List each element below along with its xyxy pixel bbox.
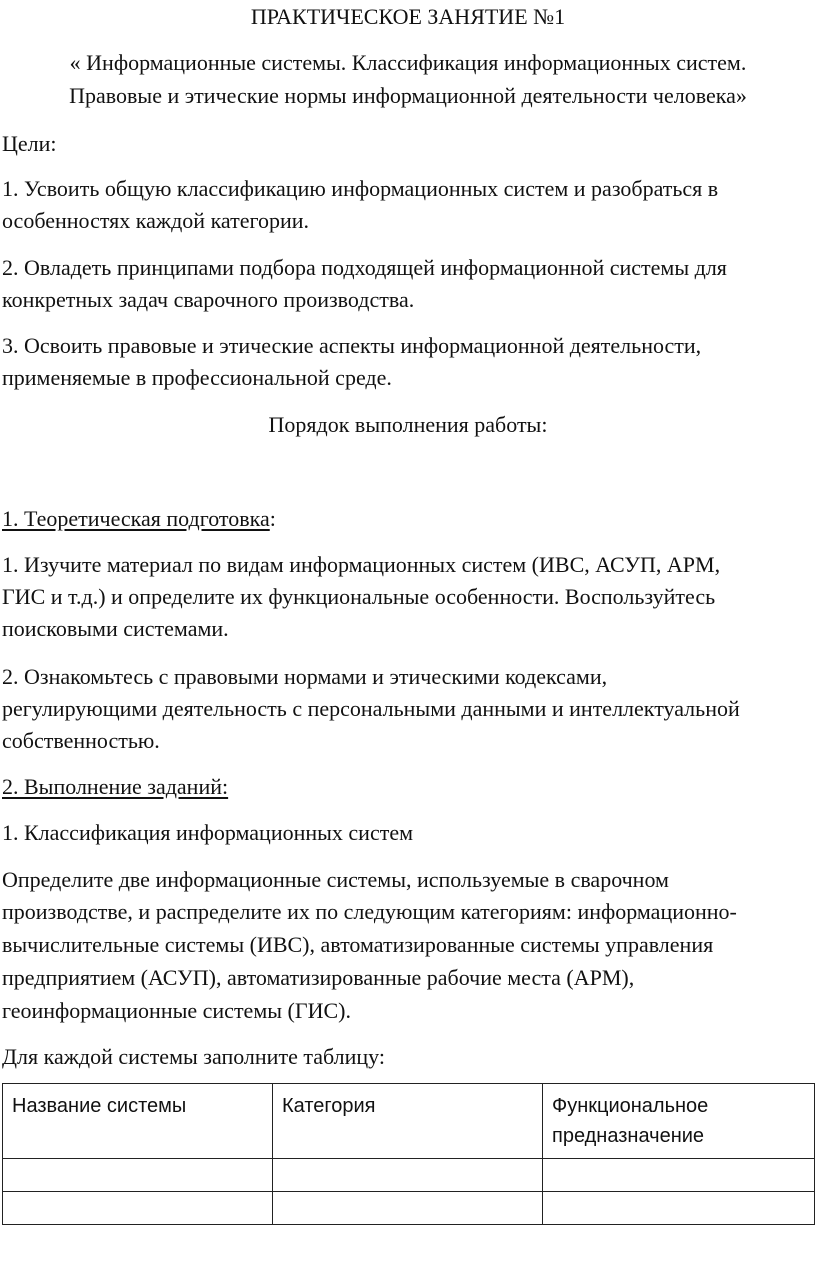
goals-heading: Цели: — [2, 131, 57, 156]
table-intro: Для каждой системы заполните таблицу: — [2, 1044, 385, 1069]
header-system-name: Название системы — [3, 1084, 273, 1159]
header-function-line-1: Функциональное — [552, 1095, 709, 1117]
task-1-line-5: геоинформационные системы (ГИС). — [2, 998, 351, 1023]
theory-2-line-1: 2. Ознакомьтесь с правовыми нормами и этическими кодексами, — [2, 664, 608, 689]
table-header-row — [3, 1084, 815, 1159]
table-cell-function[interactable] — [543, 1159, 815, 1192]
goal-2-line-2: конкретных задач сварочного производства. — [2, 287, 415, 312]
subtitle-line-1: « Информационные системы. Классификация информационных систем. — [69, 50, 747, 75]
header-function-line-2: предназначение — [552, 1125, 705, 1147]
section-2-heading: 2. Выполнение заданий: — [2, 774, 229, 799]
task-1-line-2: производстве, и распределите их по следующим категориям: информационно- — [2, 899, 737, 924]
task-1-line-1: Определите две информационные системы, используемые в сварочном — [2, 867, 669, 892]
theory-1-line-3: поисковыми системами. — [2, 616, 229, 641]
section-1-colon: : — [269, 506, 276, 531]
theory-2-line-3: собственностью. — [2, 728, 160, 753]
goal-3-line-1: 3. Освоить правовые и этические аспекты информационной деятельности, — [2, 333, 702, 358]
task-1-heading: 1. Классификация информационных систем — [2, 820, 414, 845]
section-2-heading-line — [2, 771, 228, 802]
header-function — [543, 1084, 815, 1159]
goal-1-line-1: 1. Усвоить общую классификацию информационных систем и разобраться в — [2, 176, 719, 201]
table-row — [3, 1192, 815, 1225]
theory-2-line-2: регулирующими деятельность с персональными данными и интеллектуальной — [2, 696, 740, 721]
section-1-heading-line — [2, 503, 276, 534]
table-cell-function[interactable] — [543, 1192, 815, 1225]
procedure-heading: Порядок выполнения работы: — [268, 412, 548, 437]
table-cell-system-name[interactable] — [3, 1192, 273, 1225]
subtitle-line-2: Правовые и этические нормы информационной деятельности человека» — [69, 83, 747, 108]
table-cell-category[interactable] — [273, 1192, 543, 1225]
goal-3-line-2: применяемые в профессиональной среде. — [2, 365, 392, 390]
table-row — [3, 1159, 815, 1192]
task-1-line-3: вычислительные системы (ИВС), автоматизированные системы управления — [2, 932, 714, 957]
theory-1-line-2: ГИС и т.д.) и определите их функциональные особенности. Воспользуйтесь — [2, 584, 716, 609]
section-1-heading: 1. Теоретическая подготовка — [2, 506, 270, 531]
task-1-line-4: предприятием (АСУП), автоматизированные рабочие места (АРМ), — [2, 965, 635, 990]
header-category: Категория — [273, 1084, 543, 1159]
goal-2-line-1: 2. Овладеть принципами подбора подходящей информационной системы для — [2, 255, 727, 280]
goal-1-line-2: особенностях каждой категории. — [2, 208, 310, 233]
systems-table — [2, 1083, 815, 1225]
table-cell-category[interactable] — [273, 1159, 543, 1192]
theory-1-line-1: 1. Изучите материал по видам информационных систем (ИВС, АСУП, АРМ, — [2, 552, 721, 577]
page-title: ПРАКТИЧЕСКОЕ ЗАНЯТИЕ №1 — [250, 4, 566, 29]
table-cell-system-name[interactable] — [3, 1159, 273, 1192]
